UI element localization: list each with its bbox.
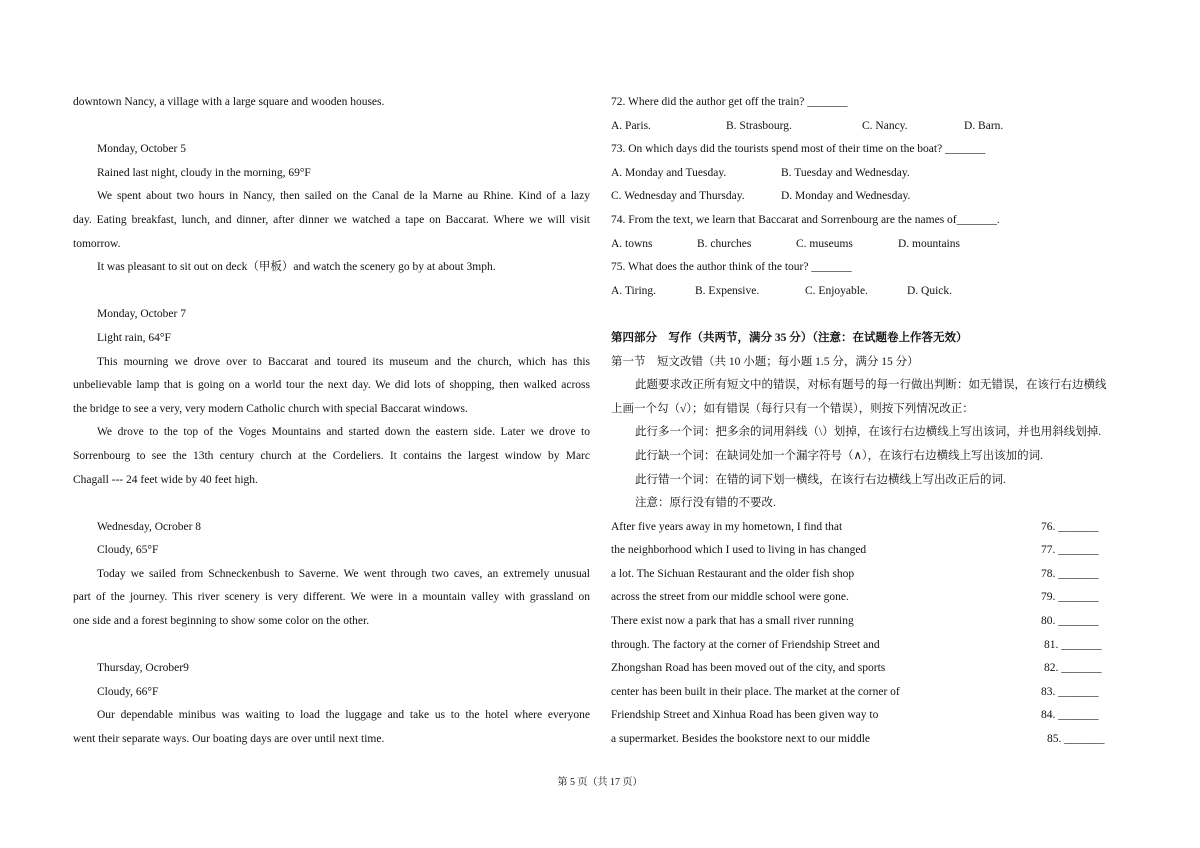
- text-line: day. Eating breakfast, lunch, and dinner, after dinner we watched a tape on Baccarat. Where we will visit: [73, 213, 590, 226]
- instruction-line: 此行多一个词：把多余的词用斜线（\）划掉，在该行右边横线上写出该词，并也用斜线划掉.: [635, 426, 1102, 439]
- diary-weather: Rained last night, cloudy in the morning, 69°F: [97, 166, 311, 179]
- question-75: 75. What does the author think of the tour? _______: [611, 261, 852, 274]
- diary-weather: Cloudy, 66°F: [97, 685, 159, 698]
- diary-weather: Cloudy, 65°F: [97, 544, 159, 557]
- question-74-options: [611, 233, 1131, 257]
- text-line: part of the journey. This river scenery is very different. We were in a mountain valley with grassland on: [73, 591, 590, 604]
- answer-blank: 84. _______: [1041, 709, 1099, 722]
- diary-date: Monday, October 5: [97, 143, 186, 156]
- question-75-options: [611, 280, 1131, 304]
- text-line: It was pleasant to sit out on deck（甲板）and watch the scenery go by at about 3mph.: [97, 261, 496, 274]
- diary-weather: Light rain, 64°F: [97, 331, 171, 344]
- answer-blank: 85. _______: [1047, 733, 1105, 746]
- essay-line: across the street from our middle school were gone. 79. _______: [611, 586, 1131, 610]
- instruction-line: 此行缺一个词：在缺词处加一个漏字符号（∧），在该行右边横线上写出该加的词.: [635, 449, 1044, 462]
- diary-date: Wednesday, Ocrober 8: [97, 520, 202, 533]
- instruction-line: 此题要求改正所有短文中的错误，对标有题号的每一行做出判断：如无错误，在该行右边横线: [635, 379, 1107, 392]
- text-line: the bridge to see a very, very modern Catholic church with special Baccarat windows.: [73, 402, 468, 415]
- option-c: C. Nancy.: [862, 119, 908, 132]
- page-number: 第 5 页（共 17 页）: [557, 777, 643, 788]
- section-heading: 第一节 短文改错（共 10 小题；每小题 1.5 分，满分 15 分）: [611, 355, 919, 368]
- option-a: A. Monday and Tuesday.: [611, 166, 727, 179]
- answer-blank: 77. _______: [1041, 544, 1099, 557]
- option-d: D. Quick.: [907, 284, 953, 297]
- answer-blank: 82. _______: [1044, 662, 1102, 675]
- text-line: We drove to the top of the Voges Mountains and started down the eastern side. Later we drove to: [97, 426, 590, 439]
- essay-line: Zhongshan Road has been moved out of the city, and sports 82. _______: [611, 657, 1131, 681]
- text-line: Our dependable minibus was waiting to load the luggage and take us to the hotel where everyone: [97, 709, 590, 722]
- diary-date: Monday, October 7: [97, 308, 186, 321]
- left-column: [73, 91, 590, 752]
- text-line: downtown Nancy, a village with a large square and wooden houses.: [73, 96, 385, 108]
- option-c: C. museums: [796, 237, 853, 250]
- text-line: Chagall --- 24 feet wide by 40 feet high.: [73, 473, 258, 486]
- answer-blank: 80. _______: [1041, 615, 1099, 628]
- text-line: one side and a forest beginning to show some color on the other.: [73, 615, 370, 628]
- essay-line: There exist now a park that has a small river running 80. _______: [611, 610, 1131, 634]
- option-b: B. Strasbourg.: [726, 119, 792, 132]
- question-72: 72. Where did the author get off the train? _______: [611, 96, 848, 108]
- text-line: We spent about two hours in Nancy, then sailed on the Canal de la Marne au Rhine. Kind of a lazy: [97, 190, 590, 203]
- question-72-options: [611, 115, 1131, 139]
- essay-line: center has been built in their place. The market at the corner of 83. _______: [611, 681, 1131, 705]
- part-heading: 第四部分 写作（共两节，满分 35 分）（注意：在试题卷上作答无效）: [611, 331, 968, 344]
- instruction-line: 上画一个勾（√）；如有错误（每行只有一个错误），则按下列情况改正：: [611, 402, 974, 415]
- essay-line: Friendship Street and Xinhua Road has been given way to 84. _______: [611, 704, 1131, 728]
- option-a: A. Tiring.: [611, 284, 657, 297]
- answer-blank: 83. _______: [1041, 685, 1099, 698]
- question-74: 74. From the text, we learn that Baccarat and Sorrenbourg are the names of_______.: [611, 213, 1000, 226]
- right-column: [611, 91, 1131, 752]
- answer-blank: 78. _______: [1041, 567, 1099, 580]
- question-73-options-2: [611, 185, 1131, 209]
- option-c: C. Wednesday and Thursday.: [611, 190, 745, 203]
- answer-blank: 76. _______: [1041, 520, 1099, 533]
- option-b: B. churches: [697, 237, 752, 250]
- option-d: D. Barn.: [964, 119, 1004, 132]
- option-c: C. Enjoyable.: [805, 284, 868, 297]
- option-a: A. towns: [611, 237, 653, 250]
- option-b: B. Expensive.: [695, 284, 760, 297]
- text-line: Today we sailed from Schneckenbush to Saverne. We went through two caves, an extremely unusual: [97, 567, 590, 580]
- essay-line: After five years away in my hometown, I find that 76. _______: [611, 516, 1131, 540]
- essay-line: through. The factory at the corner of Friendship Street and 81. _______: [611, 634, 1131, 658]
- essay-line: a supermarket. Besides the bookstore next to our middle 85. _______: [611, 728, 1131, 752]
- answer-blank: 81. _______: [1044, 638, 1102, 651]
- question-73-options-1: [611, 162, 1131, 186]
- instruction-line: 此行错一个词：在错的词下划一横线，在该行右边横线上写出改正后的词.: [635, 473, 1006, 486]
- option-a: A. Paris.: [611, 119, 651, 132]
- instruction-line: 注意：原行没有错的不要改.: [635, 497, 776, 510]
- text-line: This mourning we drove over to Baccarat and toured its museum and the church, which has this: [97, 355, 590, 368]
- text-line: went their separate ways. Our boating days are over until next time.: [73, 733, 385, 746]
- essay-line: the neighborhood which I used to living in has changed 77. _______: [611, 539, 1131, 563]
- text-line: unbelievable lamp that is going on a world tour the next day. We did lots of shopping, then walked across: [73, 379, 590, 392]
- diary-date: Thursday, Ocrober9: [97, 662, 189, 675]
- answer-blank: 79. _______: [1041, 591, 1099, 604]
- text-line: tomorrow.: [73, 237, 121, 250]
- option-d: D. mountains: [898, 237, 960, 250]
- option-d: D. Monday and Wednesday.: [781, 190, 911, 203]
- option-b: B. Tuesday and Wednesday.: [781, 166, 910, 179]
- text-line: Sorrenbourg to see the 13th century church at the Cordeliers. It contains the largest window by Marc: [73, 449, 590, 462]
- question-73: 73. On which days did the tourists spend most of their time on the boat? _______: [611, 143, 986, 156]
- essay-line: a lot. The Sichuan Restaurant and the older fish shop 78. _______: [611, 563, 1131, 587]
